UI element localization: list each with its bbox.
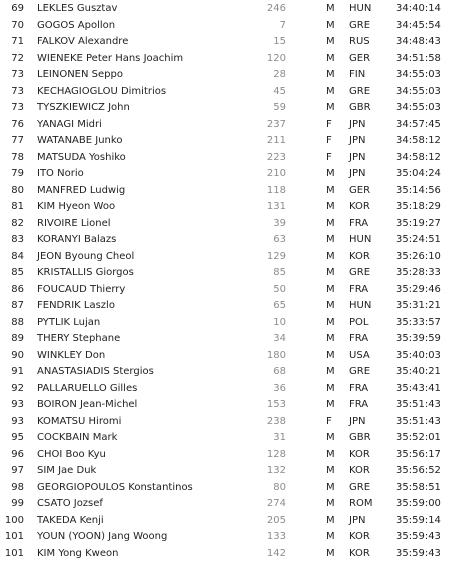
sex-cell: M xyxy=(326,51,335,68)
time-cell: 35:39:59 xyxy=(396,331,441,348)
table-row xyxy=(0,265,468,282)
table-row xyxy=(0,249,468,266)
name-cell: TAKEDA Kenji xyxy=(37,513,104,530)
name-cell: FENDRIK Laszlo xyxy=(37,298,115,315)
rank-cell: 96 xyxy=(0,447,24,464)
sex-cell: F xyxy=(326,117,332,134)
sex-cell: M xyxy=(326,166,335,183)
nation-cell: GBR xyxy=(349,100,371,117)
table-row xyxy=(0,381,468,398)
name-cell: JEON Byoung Cheol xyxy=(37,249,134,266)
bib-cell: 131 xyxy=(264,199,286,216)
bib-cell: 238 xyxy=(264,414,286,431)
time-cell: 34:58:12 xyxy=(396,133,441,150)
rank-cell: 72 xyxy=(0,51,24,68)
nation-cell: GRE xyxy=(349,364,370,381)
nation-cell: HUN xyxy=(349,298,371,315)
time-cell: 35:56:52 xyxy=(396,463,441,480)
nation-cell: GRE xyxy=(349,18,370,35)
bib-cell: 68 xyxy=(264,364,286,381)
bib-cell: 142 xyxy=(264,546,286,562)
nation-cell: GBR xyxy=(349,430,371,447)
name-cell: YOUN (YOON) Jang Woong xyxy=(37,529,167,546)
name-cell: WINKLEY Don xyxy=(37,348,105,365)
rank-cell: 90 xyxy=(0,348,24,365)
name-cell: KRISTALLIS Giorgos xyxy=(37,265,134,282)
rank-cell: 79 xyxy=(0,166,24,183)
name-cell: FOUCAUD Thierry xyxy=(37,282,125,299)
sex-cell: M xyxy=(326,249,335,266)
nation-cell: HUN xyxy=(349,1,371,18)
table-row xyxy=(0,513,468,530)
nation-cell: FRA xyxy=(349,216,368,233)
sex-cell: F xyxy=(326,150,332,167)
time-cell: 35:40:03 xyxy=(396,348,441,365)
sex-cell: M xyxy=(326,381,335,398)
time-cell: 35:52:01 xyxy=(396,430,441,447)
sex-cell: M xyxy=(326,546,335,562)
table-row xyxy=(0,348,468,365)
rank-cell: 99 xyxy=(0,496,24,513)
time-cell: 35:24:51 xyxy=(396,232,441,249)
time-cell: 35:19:27 xyxy=(396,216,441,233)
name-cell: COCKBAIN Mark xyxy=(37,430,117,447)
time-cell: 35:58:51 xyxy=(396,480,441,497)
nation-cell: JPN xyxy=(349,513,365,530)
nation-cell: GER xyxy=(349,51,370,68)
name-cell: ANASTASIADIS Stergios xyxy=(37,364,154,381)
name-cell: PALLARUELLO Gilles xyxy=(37,381,137,398)
rank-cell: 73 xyxy=(0,84,24,101)
time-cell: 35:59:43 xyxy=(396,546,441,562)
rank-cell: 77 xyxy=(0,133,24,150)
nation-cell: KOR xyxy=(349,249,370,266)
table-row xyxy=(0,529,468,546)
rank-cell: 87 xyxy=(0,298,24,315)
time-cell: 34:55:03 xyxy=(396,84,441,101)
table-row xyxy=(0,100,468,117)
table-row xyxy=(0,117,468,134)
nation-cell: FRA xyxy=(349,331,368,348)
nation-cell: GER xyxy=(349,183,370,200)
name-cell: BOIRON Jean-Michel xyxy=(37,397,137,414)
nation-cell: FRA xyxy=(349,282,368,299)
nation-cell: KOR xyxy=(349,529,370,546)
name-cell: KOMATSU Hiromi xyxy=(37,414,121,431)
name-cell: YANAGI Midri xyxy=(37,117,102,134)
time-cell: 34:48:43 xyxy=(396,34,441,51)
bib-cell: 133 xyxy=(264,529,286,546)
sex-cell: M xyxy=(326,199,335,216)
bib-cell: 153 xyxy=(264,397,286,414)
table-row xyxy=(0,34,468,51)
bib-cell: 210 xyxy=(264,166,286,183)
rank-cell: 73 xyxy=(0,67,24,84)
rank-cell: 92 xyxy=(0,381,24,398)
bib-cell: 34 xyxy=(264,331,286,348)
rank-cell: 69 xyxy=(0,1,24,18)
rank-cell: 83 xyxy=(0,232,24,249)
time-cell: 35:59:00 xyxy=(396,496,441,513)
sex-cell: F xyxy=(326,414,332,431)
sex-cell: M xyxy=(326,100,335,117)
table-row xyxy=(0,480,468,497)
sex-cell: M xyxy=(326,364,335,381)
bib-cell: 211 xyxy=(264,133,286,150)
rank-cell: 89 xyxy=(0,331,24,348)
nation-cell: GRE xyxy=(349,265,370,282)
sex-cell: M xyxy=(326,447,335,464)
bib-cell: 15 xyxy=(264,34,286,51)
rank-cell: 95 xyxy=(0,430,24,447)
nation-cell: FIN xyxy=(349,67,365,84)
bib-cell: 59 xyxy=(264,100,286,117)
name-cell: TYSZKIEWICZ John xyxy=(37,100,130,117)
time-cell: 35:28:33 xyxy=(396,265,441,282)
name-cell: LEKLES Gusztav xyxy=(37,1,117,18)
table-row xyxy=(0,216,468,233)
rank-cell: 85 xyxy=(0,265,24,282)
rank-cell: 98 xyxy=(0,480,24,497)
nation-cell: JPN xyxy=(349,150,365,167)
sex-cell: M xyxy=(326,216,335,233)
time-cell: 34:55:03 xyxy=(396,100,441,117)
nation-cell: GRE xyxy=(349,84,370,101)
name-cell: PYTLIK Lujan xyxy=(37,315,100,332)
nation-cell: FRA xyxy=(349,381,368,398)
nation-cell: HUN xyxy=(349,232,371,249)
table-row xyxy=(0,18,468,35)
nation-cell: JPN xyxy=(349,117,365,134)
bib-cell: 237 xyxy=(264,117,286,134)
nation-cell: FRA xyxy=(349,397,368,414)
table-row xyxy=(0,282,468,299)
nation-cell: RUS xyxy=(349,34,370,51)
table-row xyxy=(0,331,468,348)
sex-cell: M xyxy=(326,315,335,332)
sex-cell: M xyxy=(326,298,335,315)
bib-cell: 246 xyxy=(264,1,286,18)
nation-cell: KOR xyxy=(349,447,370,464)
nation-cell: POL xyxy=(349,315,368,332)
time-cell: 34:45:54 xyxy=(396,18,441,35)
sex-cell: M xyxy=(326,463,335,480)
name-cell: GEORGIOPOULOS Konstantinos xyxy=(37,480,193,497)
table-row xyxy=(0,463,468,480)
rank-cell: 100 xyxy=(0,513,24,530)
bib-cell: 180 xyxy=(264,348,286,365)
time-cell: 35:40:21 xyxy=(396,364,441,381)
time-cell: 35:51:43 xyxy=(396,397,441,414)
name-cell: WATANABE Junko xyxy=(37,133,122,150)
name-cell: KIM Hyeon Woo xyxy=(37,199,115,216)
name-cell: FALKOV Alexandre xyxy=(37,34,128,51)
nation-cell: ROM xyxy=(349,496,372,513)
sex-cell: M xyxy=(326,496,335,513)
bib-cell: 223 xyxy=(264,150,286,167)
name-cell: KECHAGIOGLOU Dimitrios xyxy=(37,84,166,101)
rank-cell: 93 xyxy=(0,397,24,414)
bib-cell: 118 xyxy=(264,183,286,200)
table-row xyxy=(0,397,468,414)
time-cell: 35:56:17 xyxy=(396,447,441,464)
sex-cell: M xyxy=(326,348,335,365)
time-cell: 35:04:24 xyxy=(396,166,441,183)
time-cell: 35:29:46 xyxy=(396,282,441,299)
rank-cell: 97 xyxy=(0,463,24,480)
bib-cell: 120 xyxy=(264,51,286,68)
table-row xyxy=(0,84,468,101)
rank-cell: 76 xyxy=(0,117,24,134)
table-row xyxy=(0,364,468,381)
nation-cell: KOR xyxy=(349,546,370,562)
sex-cell: M xyxy=(326,282,335,299)
nation-cell: USA xyxy=(349,348,370,365)
table-row xyxy=(0,315,468,332)
name-cell: ITO Norio xyxy=(37,166,84,183)
rank-cell: 88 xyxy=(0,315,24,332)
table-row xyxy=(0,232,468,249)
sex-cell: M xyxy=(326,430,335,447)
name-cell: GOGOS Apollon xyxy=(37,18,115,35)
table-row xyxy=(0,430,468,447)
sex-cell: M xyxy=(326,34,335,51)
name-cell: LEINONEN Seppo xyxy=(37,67,123,84)
bib-cell: 132 xyxy=(264,463,286,480)
time-cell: 35:51:43 xyxy=(396,414,441,431)
table-row xyxy=(0,150,468,167)
sex-cell: M xyxy=(326,18,335,35)
table-row xyxy=(0,199,468,216)
sex-cell: M xyxy=(326,480,335,497)
table-row xyxy=(0,183,468,200)
table-row xyxy=(0,546,468,562)
time-cell: 35:18:29 xyxy=(396,199,441,216)
sex-cell: M xyxy=(326,1,335,18)
bib-cell: 205 xyxy=(264,513,286,530)
bib-cell: 128 xyxy=(264,447,286,464)
nation-cell: KOR xyxy=(349,463,370,480)
bib-cell: 28 xyxy=(264,67,286,84)
name-cell: KIM Yong Kweon xyxy=(37,546,118,562)
time-cell: 34:55:03 xyxy=(396,67,441,84)
rank-cell: 71 xyxy=(0,34,24,51)
name-cell: MATSUDA Yoshiko xyxy=(37,150,126,167)
name-cell: THERY Stephane xyxy=(37,331,120,348)
name-cell: MANFRED Ludwig xyxy=(37,183,125,200)
sex-cell: M xyxy=(326,331,335,348)
bib-cell: 50 xyxy=(264,282,286,299)
sex-cell: M xyxy=(326,265,335,282)
time-cell: 34:57:45 xyxy=(396,117,441,134)
time-cell: 35:14:56 xyxy=(396,183,441,200)
rank-cell: 70 xyxy=(0,18,24,35)
name-cell: KORANYI Balazs xyxy=(37,232,116,249)
rank-cell: 91 xyxy=(0,364,24,381)
rank-cell: 86 xyxy=(0,282,24,299)
bib-cell: 85 xyxy=(264,265,286,282)
sex-cell: M xyxy=(326,513,335,530)
table-row xyxy=(0,67,468,84)
bib-cell: 274 xyxy=(264,496,286,513)
time-cell: 34:40:14 xyxy=(396,1,441,18)
table-row xyxy=(0,447,468,464)
time-cell: 34:58:12 xyxy=(396,150,441,167)
sex-cell: F xyxy=(326,133,332,150)
sex-cell: M xyxy=(326,232,335,249)
bib-cell: 36 xyxy=(264,381,286,398)
bib-cell: 31 xyxy=(264,430,286,447)
time-cell: 35:59:14 xyxy=(396,513,441,530)
table-row xyxy=(0,166,468,183)
time-cell: 35:33:57 xyxy=(396,315,441,332)
bib-cell: 129 xyxy=(264,249,286,266)
sex-cell: M xyxy=(326,183,335,200)
rank-cell: 80 xyxy=(0,183,24,200)
time-cell: 35:43:41 xyxy=(396,381,441,398)
name-cell: CHOI Boo Kyu xyxy=(37,447,106,464)
table-row xyxy=(0,1,468,18)
bib-cell: 80 xyxy=(264,480,286,497)
name-cell: RIVOIRE Lionel xyxy=(37,216,111,233)
bib-cell: 45 xyxy=(264,84,286,101)
rank-cell: 84 xyxy=(0,249,24,266)
time-cell: 34:51:58 xyxy=(396,51,441,68)
bib-cell: 7 xyxy=(264,18,286,35)
name-cell: CSATO Jozsef xyxy=(37,496,103,513)
nation-cell: JPN xyxy=(349,414,365,431)
sex-cell: M xyxy=(326,397,335,414)
rank-cell: 101 xyxy=(0,546,24,562)
rank-cell: 73 xyxy=(0,100,24,117)
nation-cell: KOR xyxy=(349,199,370,216)
nation-cell: JPN xyxy=(349,133,365,150)
sex-cell: M xyxy=(326,529,335,546)
time-cell: 35:26:10 xyxy=(396,249,441,266)
nation-cell: JPN xyxy=(349,166,365,183)
time-cell: 35:31:21 xyxy=(396,298,441,315)
bib-cell: 63 xyxy=(264,232,286,249)
rank-cell: 93 xyxy=(0,414,24,431)
table-row xyxy=(0,414,468,431)
bib-cell: 65 xyxy=(264,298,286,315)
bib-cell: 10 xyxy=(264,315,286,332)
rank-cell: 82 xyxy=(0,216,24,233)
time-cell: 35:59:43 xyxy=(396,529,441,546)
rank-cell: 101 xyxy=(0,529,24,546)
rank-cell: 81 xyxy=(0,199,24,216)
table-row xyxy=(0,298,468,315)
name-cell: SIM Jae Duk xyxy=(37,463,96,480)
rank-cell: 78 xyxy=(0,150,24,167)
table-row xyxy=(0,133,468,150)
table-row xyxy=(0,496,468,513)
sex-cell: M xyxy=(326,67,335,84)
sex-cell: M xyxy=(326,84,335,101)
name-cell: WIENEKE Peter Hans Joachim xyxy=(37,51,183,68)
nation-cell: GRE xyxy=(349,480,370,497)
bib-cell: 39 xyxy=(264,216,286,233)
table-row xyxy=(0,51,468,68)
